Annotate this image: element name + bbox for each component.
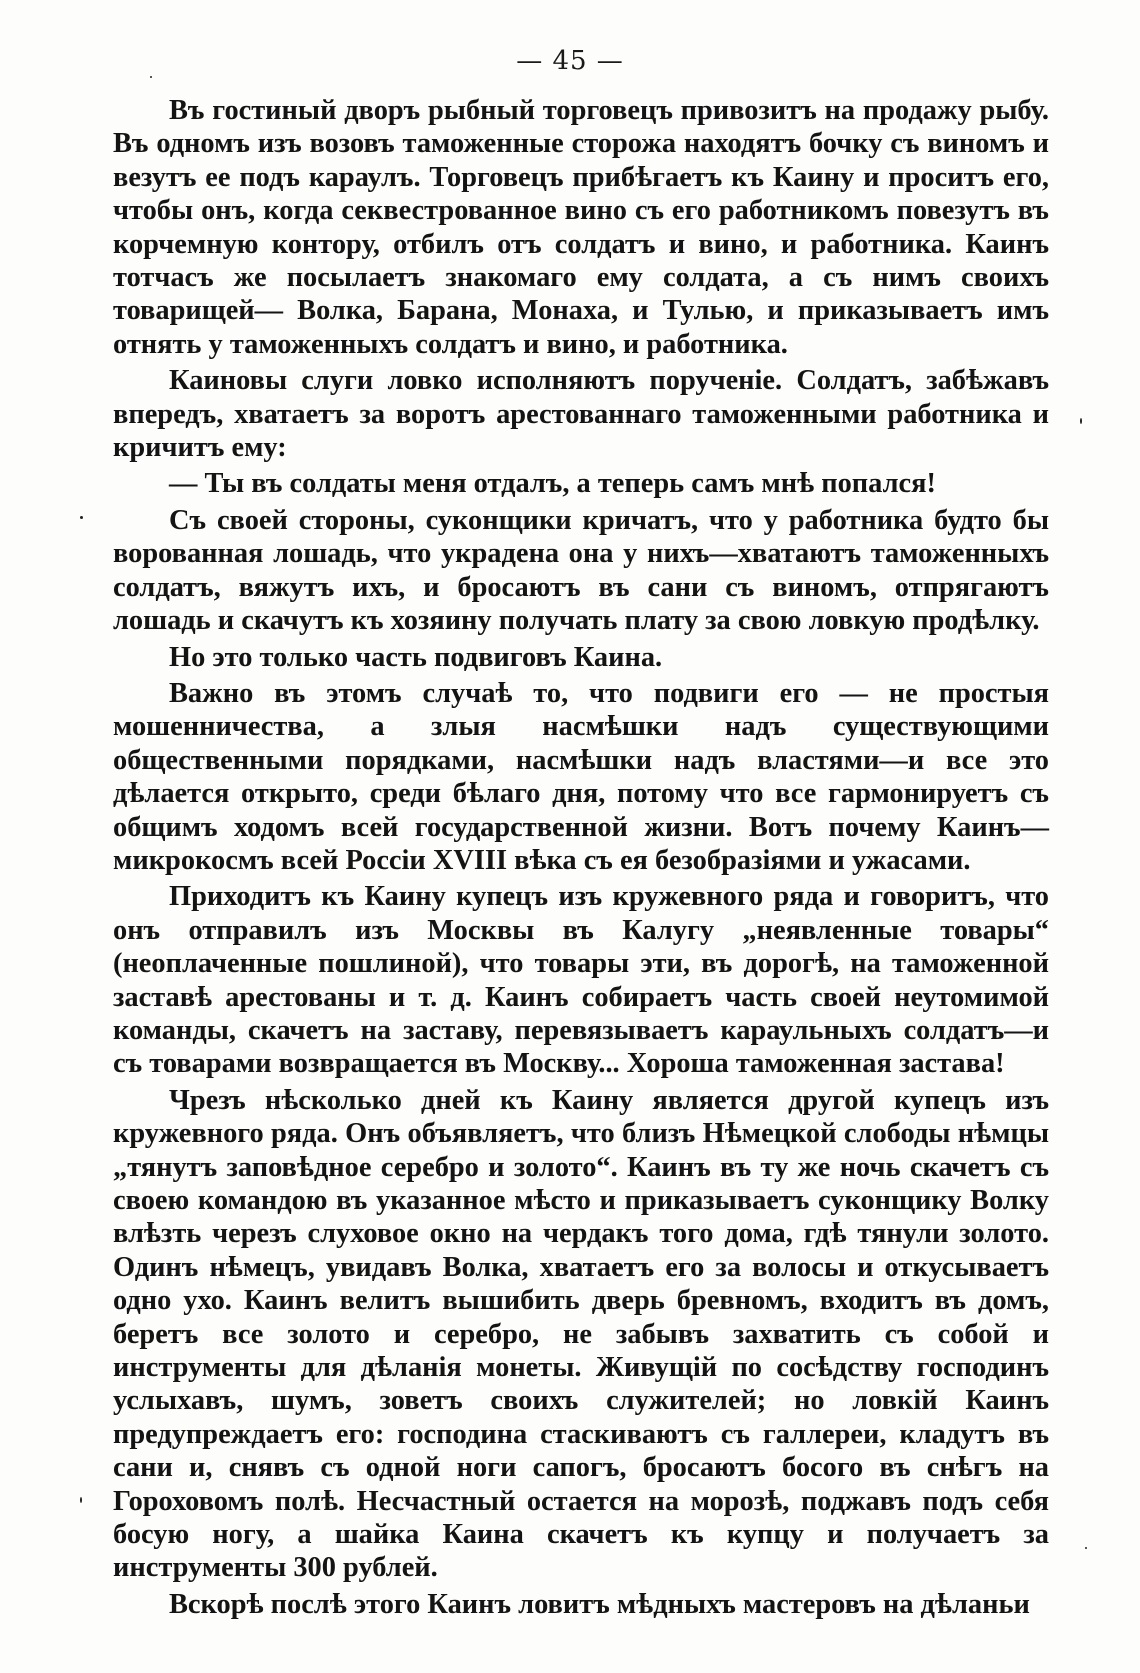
page-body <box>113 94 1049 1621</box>
paragraph-3: — Ты въ солдаты меня отдалъ, а теперь самъ мнѣ попался! <box>169 468 936 500</box>
scan-speck <box>1085 1547 1087 1549</box>
paragraph-5: Но это только часть подвиговъ Каина. <box>169 641 663 673</box>
paragraph-4: Съ своей стороны, суконщики кричатъ, что у работника будто бы ворованная лошадь, что украдена она у нихъ—хватаютъ таможенныхъ солдатъ, вяжутъ ихъ, и бросаютъ въ сани съ виномъ, отпрягаютъ лошадь и скачутъ къ хозяину получать плату за свою ловкую продѣлку. <box>113 504 1049 637</box>
paragraph-9: Вскорѣ послѣ этого Каинъ ловитъ мѣдныхъ мастеровъ на дѣланьи <box>169 1588 1030 1620</box>
paragraph-2: Каиновы слуги ловко исполняютъ порученіе. Солдатъ, забѣжавъ впередъ, хватаетъ за воротъ арестованнаго таможенными работника и кричитъ ему: <box>113 365 1049 464</box>
paragraph-6: Важно въ этомъ случаѣ то, что подвиги его — не простыя мошенничества, а злыя насмѣшки надъ существующими общественными порядками, насмѣшки надъ властями—и все это дѣлается открыто, среди бѣлаго дня, потому что все гармонируетъ съ общимъ ходомъ всей государственной жизни. Вотъ почему Каинъ—микрокосмъ всей Россіи XVIII вѣка съ ея безобразіями и ужасами. <box>113 677 1049 876</box>
scan-speck <box>150 76 152 78</box>
paragraph-1: Въ гостиный дворъ рыбный торговецъ привозитъ на продажу рыбу. Въ одномъ изъ возовъ таможенные сторожа находятъ бочку съ виномъ и везутъ ее подъ караулъ. Торговецъ прибѣгаетъ къ Каину и проситъ его, чтобы онъ, когда секвестрованное вино съ его работникомъ повезутъ въ корчемную контору, отбилъ отъ солдатъ и вино, и работника. Каинъ тотчасъ же посылаетъ знакомаго ему солдата, а съ нимъ своихъ товарищей— Волка, Барана, Монаха, и Тулью, и приказываетъ имъ отнять у таможенныхъ солдатъ и вино, и работника. <box>113 95 1049 360</box>
paragraph-7: Приходитъ къ Каину купецъ изъ кружевного ряда и говоритъ, что онъ отправилъ изъ Москвы въ Калугу „неявленные товары“ (неоплаченные пошлиной), что товары эти, въ дорогѣ, на таможенной заставѣ арестованы и т. д. Каинъ собираетъ часть своей неутомимой команды, скачетъ на заставу, перевязываетъ караульныхъ солдатъ—и съ товарами возвращается въ Москву... Хороша таможенная застава! <box>113 881 1049 1080</box>
paragraph-8: Чрезъ нѣсколько дней къ Каину является другой купецъ изъ кружевного ряда. Онъ объявляетъ, что близъ Нѣмецкой слободы нѣмцы „тянутъ заповѣдное серебро и золото“. Каинъ въ ту же ночь скачетъ съ своею командою въ указанное мѣсто и приказываетъ суконщику Волку влѣзть черезъ слуховое окно на чердакъ того дома, гдѣ тянули золото. Одинъ нѣмецъ, увидавъ Волка, хватаетъ его за волосы и откусываетъ одно ухо. Каинъ велитъ вышибить дверь бревномъ, входитъ въ домъ, беретъ все золото и серебро, не забывъ захватить съ собой и инструменты для дѣланія монеты. Живущій по сосѣдству господинъ услыхавъ, шумъ, зоветъ своихъ служителей; но ловкій Каинъ предупреждаетъ его: господина стаскиваютъ съ галлереи, кладутъ въ сани и, снявъ съ одной ноги сапогъ, бросаютъ босого въ снѣгъ на Гороховомъ полѣ. Несчастный остается на морозѣ, поджавъ подъ себя босую ногу, а шайка Каина скачетъ къ купцу и получаетъ за инструменты 300 рублей. <box>113 1084 1049 1584</box>
scan-speck <box>80 516 83 519</box>
page-number: — 45 — <box>516 46 624 76</box>
scan-speck <box>80 1497 82 1503</box>
scan-speck <box>1080 418 1082 424</box>
